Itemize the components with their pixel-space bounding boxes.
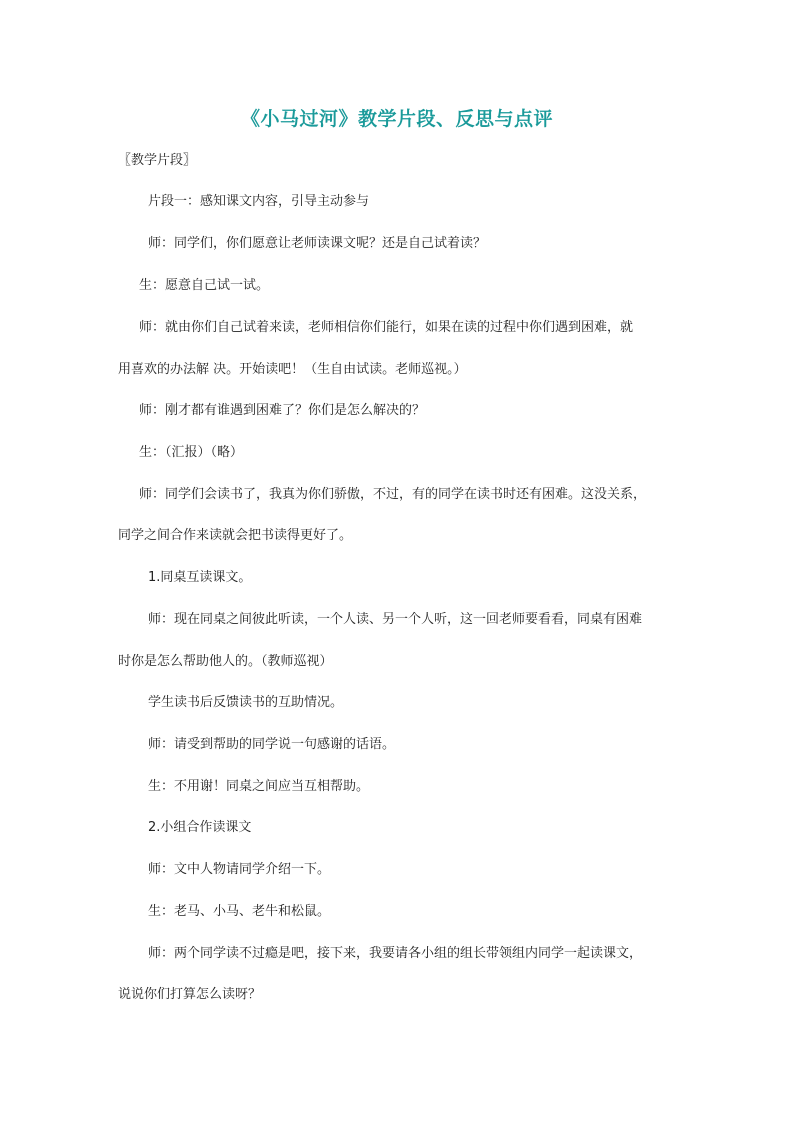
paragraph-line: 生：老马、小马、老牛和松鼠。 (148, 904, 331, 919)
paragraph-line: 同学之间合作来读就会把书读得更好了。 (118, 528, 353, 543)
section-heading: 〖教学片段〗 (118, 153, 197, 168)
document-title: 《小马过河》教学片段、反思与点评 (240, 108, 553, 130)
paragraph-line: 师：现在同桌之间彼此听读，一个人读、另一个人听，这一回老师要看看，同桌有困难 (148, 612, 643, 627)
paragraph-line: 片段一：感知课文内容，引导主动参与 (148, 194, 370, 209)
paragraph-line: 师：请受到帮助的同学说一句感谢的话语。 (148, 737, 396, 752)
paragraph-line: 师：同学们，你们愿意让老师读课文呢？还是自己试着读？ (148, 236, 487, 251)
paragraph-line: 师：两个同学读不过瘾是吧，接下来，我要请各小组的组长带领组内同学一起读课文， (148, 946, 643, 961)
paragraph-line: 说说你们打算怎么读呀？ (118, 987, 262, 1002)
paragraph-line: 师：就由你们自己试着来读，老师相信你们能行，如果在读的过程中你们遇到困难，就 (139, 320, 634, 335)
paragraph-line: 师：同学们会读书了，我真为你们骄傲，不过，有的同学在读书时还有困难。这没关系， (139, 487, 647, 502)
paragraph-line: 2.小组合作读课文 (148, 820, 252, 835)
paragraph-line: 时你是怎么帮助他人的。（教师巡视） (118, 654, 333, 669)
paragraph-line: 师：文中人物请同学介绍一下。 (148, 862, 331, 877)
paragraph-line: 用喜欢的办法解 决。开始读吧！（生自由试读。老师巡视。） (118, 362, 467, 377)
paragraph-line: 1.同桌互读课文。 (148, 570, 252, 585)
paragraph-line: 生：愿意自己试一试。 (139, 278, 270, 293)
paragraph-line: 生：（汇报）（略） (139, 445, 244, 460)
paragraph-line: 生：不用谢！同桌之间应当互相帮助。 (148, 779, 370, 794)
paragraph-line: 学生读书后反馈读书的互助情况。 (148, 695, 344, 710)
paragraph-line: 师：刚才都有谁遇到困难了？你们是怎么解决的？ (139, 403, 426, 418)
